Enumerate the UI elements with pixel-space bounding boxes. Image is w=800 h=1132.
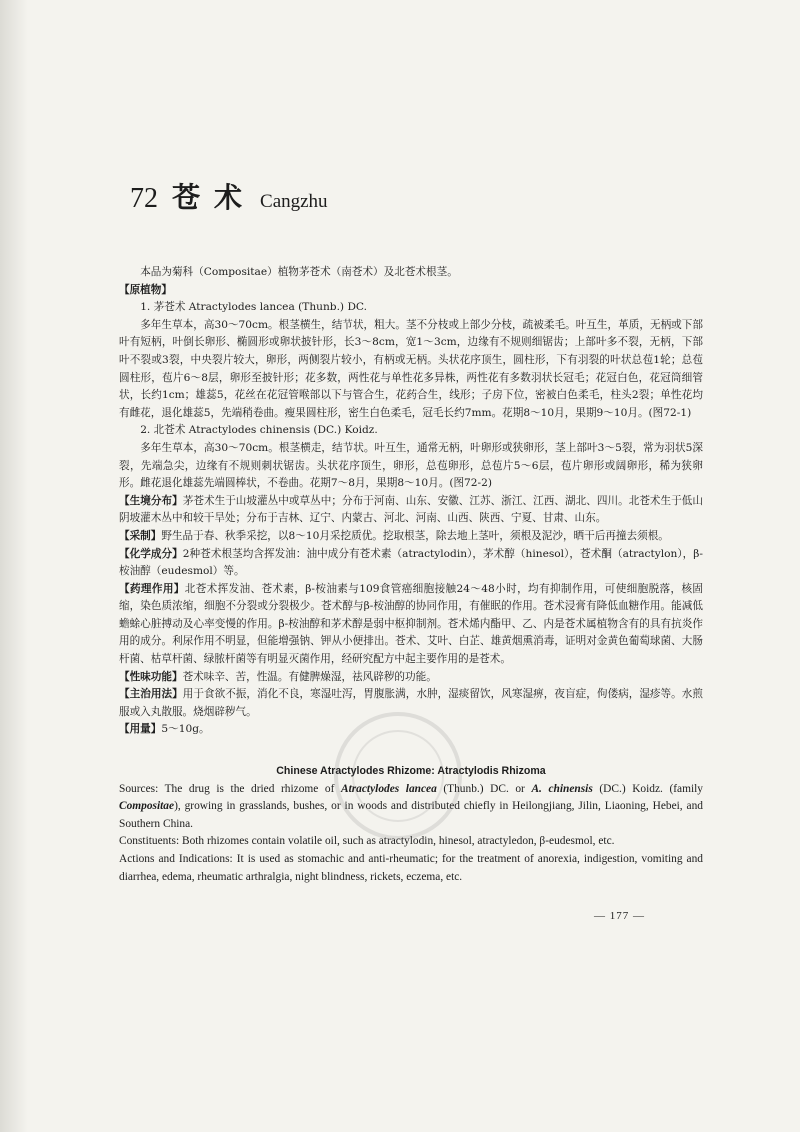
usage-text: 用于食欲不振，消化不良，寒湿吐泻，胃腹胀满，水肿，湿痰留饮，风寒湿痹，夜盲症，佝偻病，湿疹等。水煎服或入丸散服。烧烟辟秽气。 xyxy=(119,688,704,718)
habitat-text: 茅苍术生于山坡灌丛中或草丛中；分布于河南、山东、安徽、江苏、浙江、江西、湖北、四川。北苍术生于低山阴坡灌木丛中和较干旱处；分布于吉林、辽宁、内蒙古、河北、河南、山西、陕西、宁夏、甘肃、山东。 xyxy=(119,494,704,525)
plant2-description: 多年生草本，高30～70cm。根茎横走，结节状。叶互生，通常无柄，叶卵形或狭卵形，茎上部叶3～5裂，常为羽状5深裂，先端急尖，边缘有不规则刺状锯齿。头状花序顶生，卵形，总苞卵形，总苞片5～6层，苞片卵形或阔卵形，稀为狭卵形。雌花退化雄蕊先端圆棒状，不卷曲。花期7～8月，果期8～10月。(图72-2) xyxy=(119,441,703,490)
section-properties xyxy=(119,669,703,687)
species-chinensis: A. chinensis xyxy=(531,782,593,795)
section-heading-dosage: 【用量】 xyxy=(119,723,162,736)
harvest-text: 野生品于春、秋季采挖，以8～10月采挖质优。挖取根茎，除去地上茎叶，须根及泥沙，晒干后再撞去须根。 xyxy=(161,529,669,542)
plant2-name: 2. 北苍术 Atractylodes chinensis (DC.) Koidz. xyxy=(140,424,378,437)
section-heading-chemistry: 【化学成分】 xyxy=(119,547,183,560)
pharmacology-text: 北苍术挥发油、苍术素，β-桉油素与109食管癌细胞接触24～48小时，均有抑制作用，可使细胞脱落，核固缩，染色质浓缩，细胞不分裂或分裂极少。苍术醇与β-桉油醇的协同作用，有催眠的作用。苍术浸膏有降低血糖作用。能减低蟾蜍心脏搏动及心率变慢的作用。β-桉油醇和茅术醇是弱中枢抑制剂。苍术烯内酯甲、乙、内是苍术属植物含有的具有抗炎作用的成分。利尿作用不明显，但能增强钠、钾从小便排出。苍术、艾叶、白芷、雄黄烟熏消毒，证明对金黄色葡萄球菌、大肠杆菌、枯草杆菌、绿脓杆菌等有明显灭菌作用，经研究配方中起主要作用的是苍术。 xyxy=(119,582,704,666)
page-edge-shadow xyxy=(0,0,28,1132)
section-heading-properties: 【性味功能】 xyxy=(119,670,183,683)
section-pharmacology xyxy=(119,581,703,669)
sources-text-b: (Thunb.) DC. or xyxy=(436,782,532,795)
chapter-title-chinese: 苍术 xyxy=(172,181,257,214)
section-heading-plants: 【原植物】 xyxy=(119,283,172,296)
library-stamp-watermark xyxy=(334,712,462,840)
dosage-text: 5～10g。 xyxy=(161,723,210,736)
sources-text-d: ), growing in grasslands, bushes, or in woods and distributed chiefly in Heilongjiang, Jilin, Liaoning, Hebei, and Southern China. xyxy=(119,800,703,830)
section-habitat xyxy=(119,493,703,528)
chapter-number: 72 xyxy=(130,183,158,214)
plant1-description: 多年生草本，高30～70cm。根茎横生，结节状，粗大。茎不分枝或上部少分枝，疏被柔毛。叶互生，革质，无柄或下部叶有短柄，叶倒长卵形、椭圆形或卵状披针形，长3～8cm，宽1～3cm，边缘有不规则细锯齿；上部叶多不裂，无柄，下部叶不裂或3裂，中央裂片较大，卵形，两侧裂片较小，有柄或无柄。头状花序顶生，圆柱形，下有羽裂的叶状总苞1轮；总苞圆柱形，苞片6～8层，卵形至披针形；花多数，两性花与单性花多异株，两性花有多数羽状长冠毛；花冠白色，花冠筒细管状，长约1cm；雄蕊5，花丝在花冠管喉部以下与管合生，花药合生，线形；子房下位，密被白色柔毛，柱头2裂；单性花均有雌花，退化雄蕊5，先端稍卷曲。瘦果圆柱形，密生白色柔毛，冠毛长约7mm。花期8～10月，果期9～10月。(图72-1) xyxy=(119,318,703,419)
section-harvest xyxy=(119,528,703,546)
plant1-name: 1. 茅苍术 Atractylodes lancea (Thunb.) DC. xyxy=(140,301,368,314)
intro-paragraph: 本品为菊科（Compositae）植物茅苍术（南苍术）及北苍术根茎。 xyxy=(140,266,458,278)
chapter-title xyxy=(130,176,328,216)
stamp-inner-ring xyxy=(352,730,444,822)
family-compositae: Compositae xyxy=(119,800,175,813)
section-heading-usage: 【主治用法】 xyxy=(119,688,183,701)
section-heading-harvest: 【采制】 xyxy=(119,529,162,542)
section-chemistry xyxy=(119,546,703,581)
chapter-title-pinyin: Cangzhu xyxy=(260,191,328,212)
chemistry-text: 2种苍术根茎均含挥发油：油中成分有苍术素（atractylodin），茅术醇（hinesol），苍术酮（atractylon），β-桉油醇（eudesmol）等。 xyxy=(119,547,703,578)
english-actions: Actions and Indications: It is used as stomachic and anti-rheumatic; for the treatment of anorexia, indigestion, vomiting and diarrhea, edema, rheumatic arthralgia, night blindness, rickets, eczema, etc. xyxy=(119,853,703,883)
section-heading-habitat: 【生境分布】 xyxy=(119,494,183,507)
sources-text-a: Sources: The drug is the dried rhizome of xyxy=(119,782,341,795)
english-constituents: Constituents: Both rhizomes contain volatile oil, such as atractylodin, hinesol, atractyledon, β-eudesmol, etc. xyxy=(119,835,615,848)
properties-text: 苍术味辛、苦，性温。有健脾燥湿，祛风辟秽的功能。 xyxy=(182,670,437,683)
english-heading: Chinese Atractylodes Rhizome: Atractylodis Rhizoma xyxy=(276,765,546,778)
section-heading-pharmacology: 【药理作用】 xyxy=(119,582,185,595)
page-number: — 177 — xyxy=(594,910,645,922)
species-lancea: Atractylodes lancea xyxy=(340,782,437,795)
sources-text-c: (DC.) Koidz. (family xyxy=(592,782,703,795)
